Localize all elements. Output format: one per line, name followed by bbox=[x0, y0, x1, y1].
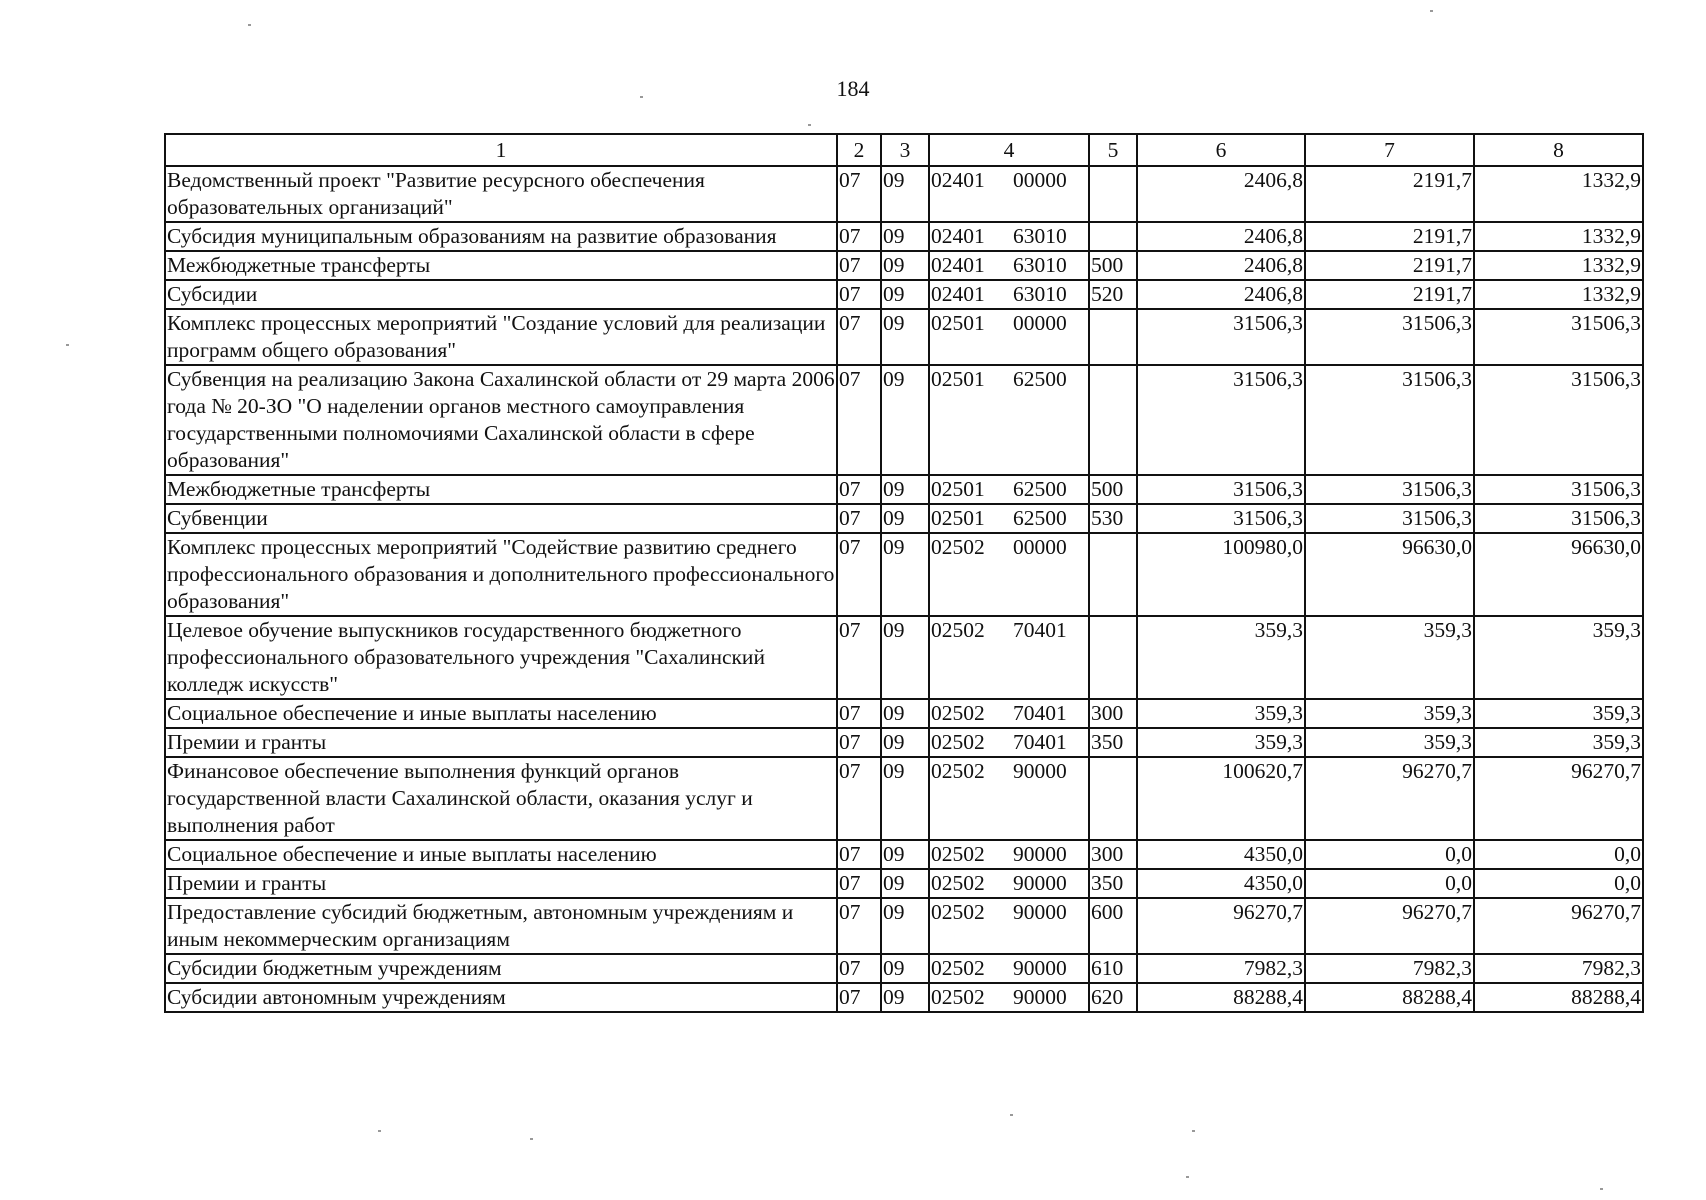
table-row bbox=[165, 699, 1643, 728]
row-name-cell: Комплекс процессных мероприятий "Создание условий для реализации программ общего образования" bbox=[165, 309, 837, 365]
target-article-direction-code: 63010 bbox=[1013, 224, 1067, 248]
section-code-cell: 07 bbox=[837, 954, 881, 983]
subsection-code-cell: 09 bbox=[881, 954, 929, 983]
target-article-program-code: 02502 bbox=[931, 759, 985, 783]
table-row bbox=[165, 954, 1643, 983]
amount-col8-cell: 359,3 bbox=[1474, 728, 1643, 757]
amount-col8-cell: 96270,7 bbox=[1474, 898, 1643, 954]
section-code-cell: 07 bbox=[837, 699, 881, 728]
table-body bbox=[165, 166, 1643, 1012]
subsection-code-cell: 09 bbox=[881, 533, 929, 616]
table-row bbox=[165, 757, 1643, 840]
target-article-program-code: 02502 bbox=[931, 618, 985, 642]
amount-col8-cell: 96630,0 bbox=[1474, 533, 1643, 616]
table-row bbox=[165, 251, 1643, 280]
amount-col8-cell: 1332,9 bbox=[1474, 166, 1643, 222]
row-name-cell: Премии и гранты bbox=[165, 728, 837, 757]
target-article-program-code: 02502 bbox=[931, 956, 985, 980]
row-name-cell: Субсидии бюджетным учреждениям bbox=[165, 954, 837, 983]
amount-col8-cell: 359,3 bbox=[1474, 616, 1643, 699]
target-article-program-code: 02502 bbox=[931, 730, 985, 754]
target-article-direction-code: 90000 bbox=[1013, 985, 1067, 1009]
table-row bbox=[165, 309, 1643, 365]
target-article-program-code: 02501 bbox=[931, 477, 985, 501]
amount-col8-cell: 88288,4 bbox=[1474, 983, 1643, 1012]
amount-col8-cell: 1332,9 bbox=[1474, 251, 1643, 280]
column-header: 4 bbox=[929, 134, 1089, 166]
amount-col6-cell: 2406,8 bbox=[1137, 251, 1305, 280]
target-article-direction-code: 63010 bbox=[1013, 282, 1067, 306]
row-name-cell: Социальное обеспечение и иные выплаты населению bbox=[165, 840, 837, 869]
expense-type-cell: 610 bbox=[1089, 954, 1137, 983]
expense-type-cell: 300 bbox=[1089, 840, 1137, 869]
amount-col7-cell: 2191,7 bbox=[1305, 280, 1474, 309]
subsection-code-cell: 09 bbox=[881, 616, 929, 699]
scan-speck bbox=[1600, 1188, 1603, 1190]
amount-col7-cell: 31506,3 bbox=[1305, 475, 1474, 504]
expense-type-cell: 350 bbox=[1089, 728, 1137, 757]
budget-table bbox=[164, 133, 1644, 1013]
target-article-program-code: 02502 bbox=[931, 900, 985, 924]
amount-col7-cell: 96270,7 bbox=[1305, 757, 1474, 840]
expense-type-cell: 620 bbox=[1089, 983, 1137, 1012]
section-code-cell: 07 bbox=[837, 728, 881, 757]
scan-speck bbox=[1186, 1176, 1189, 1178]
amount-col6-cell: 100620,7 bbox=[1137, 757, 1305, 840]
amount-col8-cell: 31506,3 bbox=[1474, 475, 1643, 504]
subsection-code-cell: 09 bbox=[881, 983, 929, 1012]
amount-col8-cell: 31506,3 bbox=[1474, 365, 1643, 475]
subsection-code-cell: 09 bbox=[881, 728, 929, 757]
amount-col7-cell: 359,3 bbox=[1305, 728, 1474, 757]
column-header: 8 bbox=[1474, 134, 1643, 166]
subsection-code-cell: 09 bbox=[881, 840, 929, 869]
amount-col7-cell: 0,0 bbox=[1305, 869, 1474, 898]
section-code-cell: 07 bbox=[837, 504, 881, 533]
amount-col6-cell: 359,3 bbox=[1137, 699, 1305, 728]
amount-col8-cell: 96270,7 bbox=[1474, 757, 1643, 840]
amount-col7-cell: 359,3 bbox=[1305, 616, 1474, 699]
amount-col7-cell: 31506,3 bbox=[1305, 365, 1474, 475]
scan-speck bbox=[248, 24, 251, 26]
target-article-program-code: 02502 bbox=[931, 985, 985, 1009]
target-article-direction-code: 00000 bbox=[1013, 311, 1067, 335]
section-code-cell: 07 bbox=[837, 869, 881, 898]
section-code-cell: 07 bbox=[837, 898, 881, 954]
subsection-code-cell: 09 bbox=[881, 280, 929, 309]
amount-col7-cell: 0,0 bbox=[1305, 840, 1474, 869]
expense-type-cell bbox=[1089, 309, 1137, 365]
target-article-program-code: 02502 bbox=[931, 535, 985, 559]
expense-type-cell bbox=[1089, 533, 1137, 616]
expense-type-cell bbox=[1089, 616, 1137, 699]
section-code-cell: 07 bbox=[837, 533, 881, 616]
section-code-cell: 07 bbox=[837, 475, 881, 504]
target-article-direction-code: 62500 bbox=[1013, 506, 1067, 530]
target-article-cell bbox=[929, 869, 1089, 898]
amount-col7-cell: 2191,7 bbox=[1305, 166, 1474, 222]
expense-type-cell bbox=[1089, 365, 1137, 475]
target-article-program-code: 02502 bbox=[931, 842, 985, 866]
row-name-cell: Субсидии автономным учреждениям bbox=[165, 983, 837, 1012]
amount-col7-cell: 359,3 bbox=[1305, 699, 1474, 728]
amount-col6-cell: 2406,8 bbox=[1137, 222, 1305, 251]
table-row bbox=[165, 898, 1643, 954]
row-name-cell: Субсидия муниципальным образованиям на развитие образования bbox=[165, 222, 837, 251]
section-code-cell: 07 bbox=[837, 280, 881, 309]
amount-col7-cell: 2191,7 bbox=[1305, 251, 1474, 280]
subsection-code-cell: 09 bbox=[881, 365, 929, 475]
subsection-code-cell: 09 bbox=[881, 504, 929, 533]
section-code-cell: 07 bbox=[837, 616, 881, 699]
amount-col8-cell: 0,0 bbox=[1474, 840, 1643, 869]
expense-type-cell bbox=[1089, 166, 1137, 222]
amount-col7-cell: 96630,0 bbox=[1305, 533, 1474, 616]
column-header: 5 bbox=[1089, 134, 1137, 166]
amount-col8-cell: 7982,3 bbox=[1474, 954, 1643, 983]
target-article-program-code: 02502 bbox=[931, 871, 985, 895]
amount-col8-cell: 31506,3 bbox=[1474, 309, 1643, 365]
target-article-direction-code: 90000 bbox=[1013, 871, 1067, 895]
subsection-code-cell: 09 bbox=[881, 699, 929, 728]
target-article-program-code: 02502 bbox=[931, 701, 985, 725]
amount-col8-cell: 1332,9 bbox=[1474, 280, 1643, 309]
scan-speck bbox=[66, 344, 69, 346]
column-header: 3 bbox=[881, 134, 929, 166]
table-row bbox=[165, 222, 1643, 251]
expense-type-cell bbox=[1089, 757, 1137, 840]
target-article-direction-code: 90000 bbox=[1013, 842, 1067, 866]
target-article-cell bbox=[929, 251, 1089, 280]
amount-col7-cell: 2191,7 bbox=[1305, 222, 1474, 251]
expense-type-cell: 600 bbox=[1089, 898, 1137, 954]
table-row bbox=[165, 475, 1643, 504]
row-name-cell: Социальное обеспечение и иные выплаты населению bbox=[165, 699, 837, 728]
section-code-cell: 07 bbox=[837, 757, 881, 840]
amount-col6-cell: 31506,3 bbox=[1137, 309, 1305, 365]
target-article-cell bbox=[929, 166, 1089, 222]
target-article-direction-code: 70401 bbox=[1013, 618, 1067, 642]
subsection-code-cell: 09 bbox=[881, 898, 929, 954]
expense-type-cell bbox=[1089, 222, 1137, 251]
subsection-code-cell: 09 bbox=[881, 475, 929, 504]
subsection-code-cell: 09 bbox=[881, 166, 929, 222]
row-name-cell: Субвенции bbox=[165, 504, 837, 533]
subsection-code-cell: 09 bbox=[881, 869, 929, 898]
table-row bbox=[165, 869, 1643, 898]
target-article-direction-code: 62500 bbox=[1013, 477, 1067, 501]
target-article-cell bbox=[929, 699, 1089, 728]
amount-col7-cell: 96270,7 bbox=[1305, 898, 1474, 954]
target-article-cell bbox=[929, 983, 1089, 1012]
row-name-cell: Комплекс процессных мероприятий "Содействие развитию среднего профессионального образования и дополнительного профессионального образования" bbox=[165, 533, 837, 616]
section-code-cell: 07 bbox=[837, 251, 881, 280]
subsection-code-cell: 09 bbox=[881, 757, 929, 840]
amount-col6-cell: 31506,3 bbox=[1137, 475, 1305, 504]
target-article-program-code: 02501 bbox=[931, 367, 985, 391]
section-code-cell: 07 bbox=[837, 166, 881, 222]
table-row bbox=[165, 728, 1643, 757]
expense-type-cell: 300 bbox=[1089, 699, 1137, 728]
scan-speck bbox=[1192, 1130, 1195, 1132]
row-name-cell: Межбюджетные трансферты bbox=[165, 251, 837, 280]
target-article-cell bbox=[929, 504, 1089, 533]
table-row bbox=[165, 533, 1643, 616]
target-article-direction-code: 70401 bbox=[1013, 730, 1067, 754]
target-article-program-code: 02401 bbox=[931, 224, 985, 248]
amount-col6-cell: 4350,0 bbox=[1137, 840, 1305, 869]
target-article-cell bbox=[929, 280, 1089, 309]
target-article-direction-code: 90000 bbox=[1013, 759, 1067, 783]
section-code-cell: 07 bbox=[837, 365, 881, 475]
row-name-cell: Финансовое обеспечение выполнения функций органов государственной власти Сахалинской области, оказания услуг и выполнения работ bbox=[165, 757, 837, 840]
scan-speck bbox=[1430, 10, 1433, 12]
target-article-cell bbox=[929, 757, 1089, 840]
table-row bbox=[165, 504, 1643, 533]
amount-col7-cell: 31506,3 bbox=[1305, 309, 1474, 365]
section-code-cell: 07 bbox=[837, 222, 881, 251]
target-article-direction-code: 63010 bbox=[1013, 253, 1067, 277]
target-article-direction-code: 62500 bbox=[1013, 367, 1067, 391]
expense-type-cell: 350 bbox=[1089, 869, 1137, 898]
target-article-cell bbox=[929, 533, 1089, 616]
row-name-cell: Ведомственный проект "Развитие ресурсного обеспечения образовательных организаций" bbox=[165, 166, 837, 222]
page-number: 184 bbox=[836, 76, 870, 101]
target-article-cell bbox=[929, 728, 1089, 757]
section-code-cell: 07 bbox=[837, 983, 881, 1012]
header-row bbox=[165, 134, 1643, 166]
expense-type-cell: 530 bbox=[1089, 504, 1137, 533]
amount-col6-cell: 2406,8 bbox=[1137, 280, 1305, 309]
target-article-direction-code: 70401 bbox=[1013, 701, 1067, 725]
column-header: 2 bbox=[837, 134, 881, 166]
table-row bbox=[165, 166, 1643, 222]
target-article-program-code: 02501 bbox=[931, 311, 985, 335]
target-article-cell bbox=[929, 898, 1089, 954]
amount-col6-cell: 359,3 bbox=[1137, 728, 1305, 757]
subsection-code-cell: 09 bbox=[881, 251, 929, 280]
amount-col6-cell: 88288,4 bbox=[1137, 983, 1305, 1012]
amount-col7-cell: 7982,3 bbox=[1305, 954, 1474, 983]
table-row bbox=[165, 840, 1643, 869]
row-name-cell: Целевое обучение выпускников государственного бюджетного профессионального образовательного учреждения "Сахалинский колледж искусств" bbox=[165, 616, 837, 699]
table-row bbox=[165, 365, 1643, 475]
target-article-direction-code: 00000 bbox=[1013, 168, 1067, 192]
target-article-cell bbox=[929, 475, 1089, 504]
target-article-cell bbox=[929, 365, 1089, 475]
amount-col6-cell: 31506,3 bbox=[1137, 365, 1305, 475]
target-article-cell bbox=[929, 840, 1089, 869]
amount-col6-cell: 2406,8 bbox=[1137, 166, 1305, 222]
amount-col8-cell: 0,0 bbox=[1474, 869, 1643, 898]
scan-speck bbox=[378, 1130, 381, 1132]
amount-col8-cell: 359,3 bbox=[1474, 699, 1643, 728]
target-article-program-code: 02401 bbox=[931, 282, 985, 306]
column-header: 7 bbox=[1305, 134, 1474, 166]
scan-speck bbox=[1010, 1114, 1013, 1116]
target-article-cell bbox=[929, 954, 1089, 983]
scan-speck bbox=[640, 96, 643, 98]
column-header: 1 bbox=[165, 134, 837, 166]
amount-col6-cell: 359,3 bbox=[1137, 616, 1305, 699]
target-article-direction-code: 90000 bbox=[1013, 956, 1067, 980]
row-name-cell: Субсидии bbox=[165, 280, 837, 309]
target-article-direction-code: 90000 bbox=[1013, 900, 1067, 924]
amount-col6-cell: 31506,3 bbox=[1137, 504, 1305, 533]
amount-col7-cell: 31506,3 bbox=[1305, 504, 1474, 533]
amount-col6-cell: 4350,0 bbox=[1137, 869, 1305, 898]
amount-col7-cell: 88288,4 bbox=[1305, 983, 1474, 1012]
expense-type-cell: 500 bbox=[1089, 475, 1137, 504]
target-article-program-code: 02501 bbox=[931, 506, 985, 530]
row-name-cell: Субвенция на реализацию Закона Сахалинской области от 29 марта 2006 года № 20-ЗО "О наделении органов местного самоуправления государственными полномочиями Сахалинской области в сфере образования" bbox=[165, 365, 837, 475]
target-article-cell bbox=[929, 222, 1089, 251]
amount-col6-cell: 100980,0 bbox=[1137, 533, 1305, 616]
amount-col8-cell: 1332,9 bbox=[1474, 222, 1643, 251]
section-code-cell: 07 bbox=[837, 840, 881, 869]
row-name-cell: Предоставление субсидий бюджетным, автономным учреждениям и иным некоммерческим организациям bbox=[165, 898, 837, 954]
column-header: 6 bbox=[1137, 134, 1305, 166]
table-row bbox=[165, 616, 1643, 699]
subsection-code-cell: 09 bbox=[881, 222, 929, 251]
expense-type-cell: 520 bbox=[1089, 280, 1137, 309]
section-code-cell: 07 bbox=[837, 309, 881, 365]
target-article-cell bbox=[929, 309, 1089, 365]
target-article-program-code: 02401 bbox=[931, 253, 985, 277]
target-article-program-code: 02401 bbox=[931, 168, 985, 192]
amount-col6-cell: 96270,7 bbox=[1137, 898, 1305, 954]
table-row bbox=[165, 280, 1643, 309]
row-name-cell: Межбюджетные трансферты bbox=[165, 475, 837, 504]
target-article-cell bbox=[929, 616, 1089, 699]
scan-speck bbox=[808, 124, 811, 126]
row-name-cell: Премии и гранты bbox=[165, 869, 837, 898]
scan-speck bbox=[530, 1138, 533, 1140]
target-article-direction-code: 00000 bbox=[1013, 535, 1067, 559]
expense-type-cell: 500 bbox=[1089, 251, 1137, 280]
subsection-code-cell: 09 bbox=[881, 309, 929, 365]
table-row bbox=[165, 983, 1643, 1012]
amount-col8-cell: 31506,3 bbox=[1474, 504, 1643, 533]
amount-col6-cell: 7982,3 bbox=[1137, 954, 1305, 983]
